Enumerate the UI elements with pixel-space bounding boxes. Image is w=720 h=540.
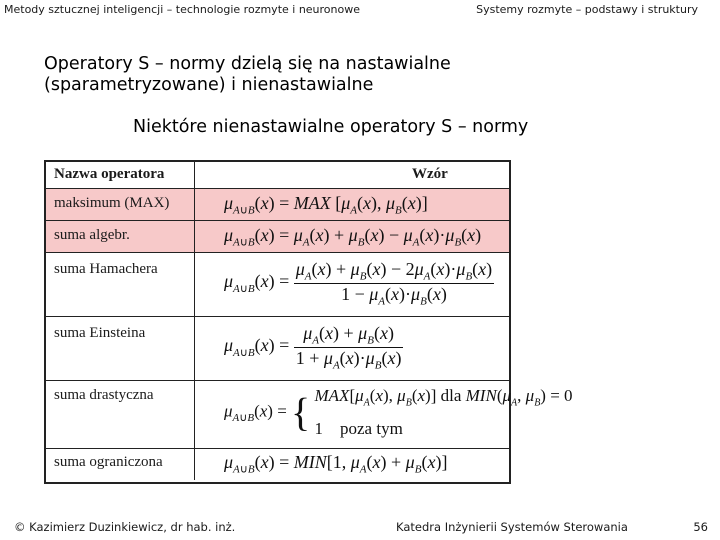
operator-name: maksimum (MAX) bbox=[54, 195, 170, 211]
formula-max: $\mu_{A\cup B}(x)$ = MAX [$\mu_A(x)$, $\mu_B(x)$] bbox=[224, 193, 428, 217]
slide-title: Operatory S – normy dzielą się na nastawialne (sparametryzowane) i nienastawialne bbox=[44, 54, 451, 95]
table-row bbox=[46, 253, 509, 317]
table-row bbox=[46, 221, 509, 253]
footer-author: © Kazimierz Duzinkiewicz, dr hab. inż. bbox=[14, 520, 236, 534]
table-row bbox=[46, 449, 509, 480]
snorm-table bbox=[44, 160, 573, 484]
table-row bbox=[46, 189, 509, 221]
header-course-title: Metody sztucznej inteligencji – technologie rozmyte i neuronowe bbox=[4, 3, 361, 16]
table-row bbox=[46, 381, 573, 449]
operator-name: suma Hamachera bbox=[54, 261, 158, 277]
formula-drastic: $\mu_{A\cup B}(x)$ = { $MAX[\mu_A(x)$, $\mu_B(x)$] dla $MIN(\mu_A$, $\mu_B) = 0$ 1 poza tym bbox=[224, 386, 573, 439]
page-number: 56 bbox=[693, 520, 708, 534]
column-header-name: Nazwa operatora bbox=[54, 166, 165, 182]
formula-einstein: $\mu_{A\cup B}(x)$ = $\frac{\mu_A(x) + \mu_B(x)}{1 + \mu_A(x)\cdot\mu_B(x)}$ bbox=[224, 323, 402, 372]
table-row bbox=[46, 317, 509, 381]
operator-name: suma algebr. bbox=[54, 227, 130, 243]
drastic-otherwise-label: poza tym bbox=[340, 419, 403, 439]
operator-name: suma drastyczna bbox=[54, 387, 154, 403]
column-header-formula: Wzór bbox=[412, 166, 448, 182]
operator-name: suma ograniczona bbox=[54, 454, 163, 470]
slide-subtitle: Niektóre nienastawialne operatory S – normy bbox=[133, 117, 529, 137]
footer-department: Katedra Inżynierii Systemów Sterowania bbox=[396, 520, 628, 534]
operator-name: suma Einsteina bbox=[54, 325, 146, 341]
header-section-title: Systemy rozmyte – podstawy i struktury bbox=[476, 3, 698, 16]
table-header-row bbox=[46, 162, 509, 189]
formula-bounded-sum: $\mu_{A\cup B}(x) = MIN[1$, $\mu_A(x) + \mu_B(x)$] bbox=[224, 452, 448, 476]
drastic-condition-label: dla bbox=[440, 386, 462, 405]
formula-hamacher: $\mu_{A\cup B}(x)$ = $\frac{\mu_A(x) + \mu_B(x) - 2\mu_A(x)\cdot\mu_B(x)}{1 - \mu_A(x)\cdot\mu_B(x)}$ bbox=[224, 259, 493, 308]
formula-algebraic-sum: $\mu_{A\cup B}(x) = \mu_A(x) + \mu_B(x) - \mu_A(x)\cdot\mu_B(x)$ bbox=[224, 225, 482, 249]
